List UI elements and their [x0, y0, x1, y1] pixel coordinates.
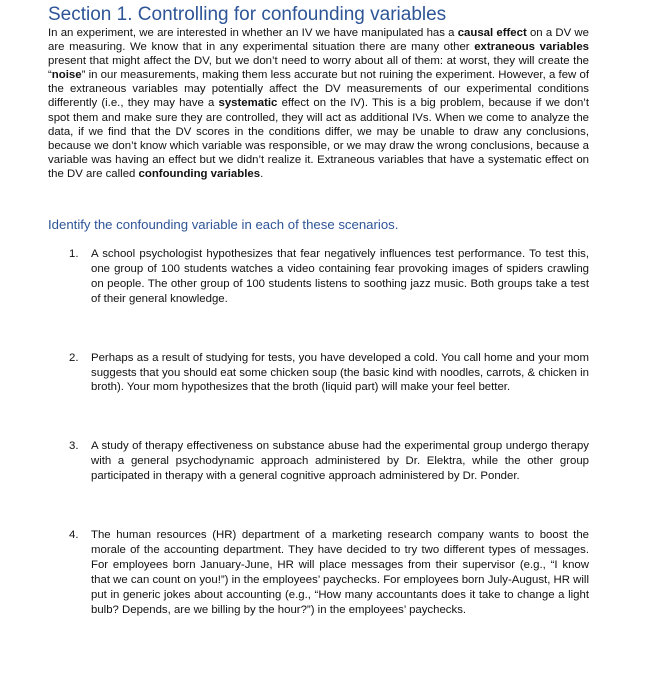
item-text: A study of therapy effectiveness on substance abuse had the experimental group undergo therapy with a general psychodynamic approach administered by Dr. Elektra, while the other group participated in therapy with a general cognitive approach administered by Dr. Ponder.	[91, 440, 589, 483]
term-systematic: systematic	[218, 97, 278, 110]
section-title: Section 1. Controlling for confounding variables	[48, 4, 447, 25]
item-text: Perhaps as a result of studying for tests, you have developed a cold. You call home and your mom suggests that you should eat some chicken soup (the basic kind with noodles, carrots, & chicken in broth). Your mom hypothesizes that the broth (liquid part) will make your feel better.	[91, 351, 589, 394]
intro-text-4: ” in our measurements, making them less accurate but not ruining the experiment. However, a few of the extraneous variables may potentially affect the DV measurements of our experimental conditions differently (i.e., they may have a	[48, 69, 589, 110]
list-item	[48, 439, 589, 484]
list-item	[48, 351, 589, 396]
instructions-heading: Identify the confounding variable in each of these scenarios.	[48, 217, 399, 233]
intro-text-3: present that might affect the DV, but we don’t need to worry about all of them: at worst, they will create the “	[48, 55, 589, 82]
term-noise: noise	[51, 69, 82, 82]
intro-paragraph	[48, 26, 589, 181]
item-number: 4.	[69, 529, 79, 542]
item-number: 2.	[69, 351, 79, 364]
term-confounding-variables: confounding variables	[138, 167, 261, 180]
list-item	[48, 528, 589, 617]
list-item	[48, 247, 589, 307]
item-text: A school psychologist hypothesizes that fear negatively influences test performance. To test this, one group of 100 students watches a video containing fear provoking images of spiders crawling on people. The other group of 100 students listens to soothing jazz music. Both groups take a test of their general knowledge.	[91, 248, 589, 305]
intro-text-6: .	[260, 167, 264, 180]
intro-text-2: on a DV we are measuring. We know that in any experimental situation there are many other	[48, 27, 589, 54]
item-number: 3.	[69, 440, 79, 453]
item-text: The human resources (HR) department of a marketing research company wants to boost the morale of the accounting department. They have decided to try two different types of messages. For employees born January-June, HR will place messages from their supervisor (e.g., “I know that we can count on you!”) in the employees’ paychecks. For employees born July-August, HR will put in generic jokes about accounting (e.g., “How many accountants does it take to change a light bulb? Depends, are we billing by the hour?”) in the employees’ paychecks.	[91, 529, 589, 616]
intro-text-1: In an experiment, we are interested in whether an IV we have manipulated has a	[48, 27, 458, 39]
scenario-list	[48, 247, 589, 618]
term-extraneous-variables: extraneous variables	[474, 41, 589, 54]
item-number: 1.	[69, 248, 79, 261]
intro-text-5: effect on the IV). This is a big problem, because if we don’t spot them and make sure they are controlled, they will act as additional IVs. When we come to analyze the data, if we find that the DV scores in the conditions differ, we may be unable to draw any conclusions, because we don’t know which variable was responsible, or we may draw the wrong conclusions, because a variable was having an effect but we didn’t realize it. Extraneous variables that have a systematic effect on the DV are called	[48, 97, 590, 180]
term-causal-effect: causal effect	[457, 27, 527, 39]
